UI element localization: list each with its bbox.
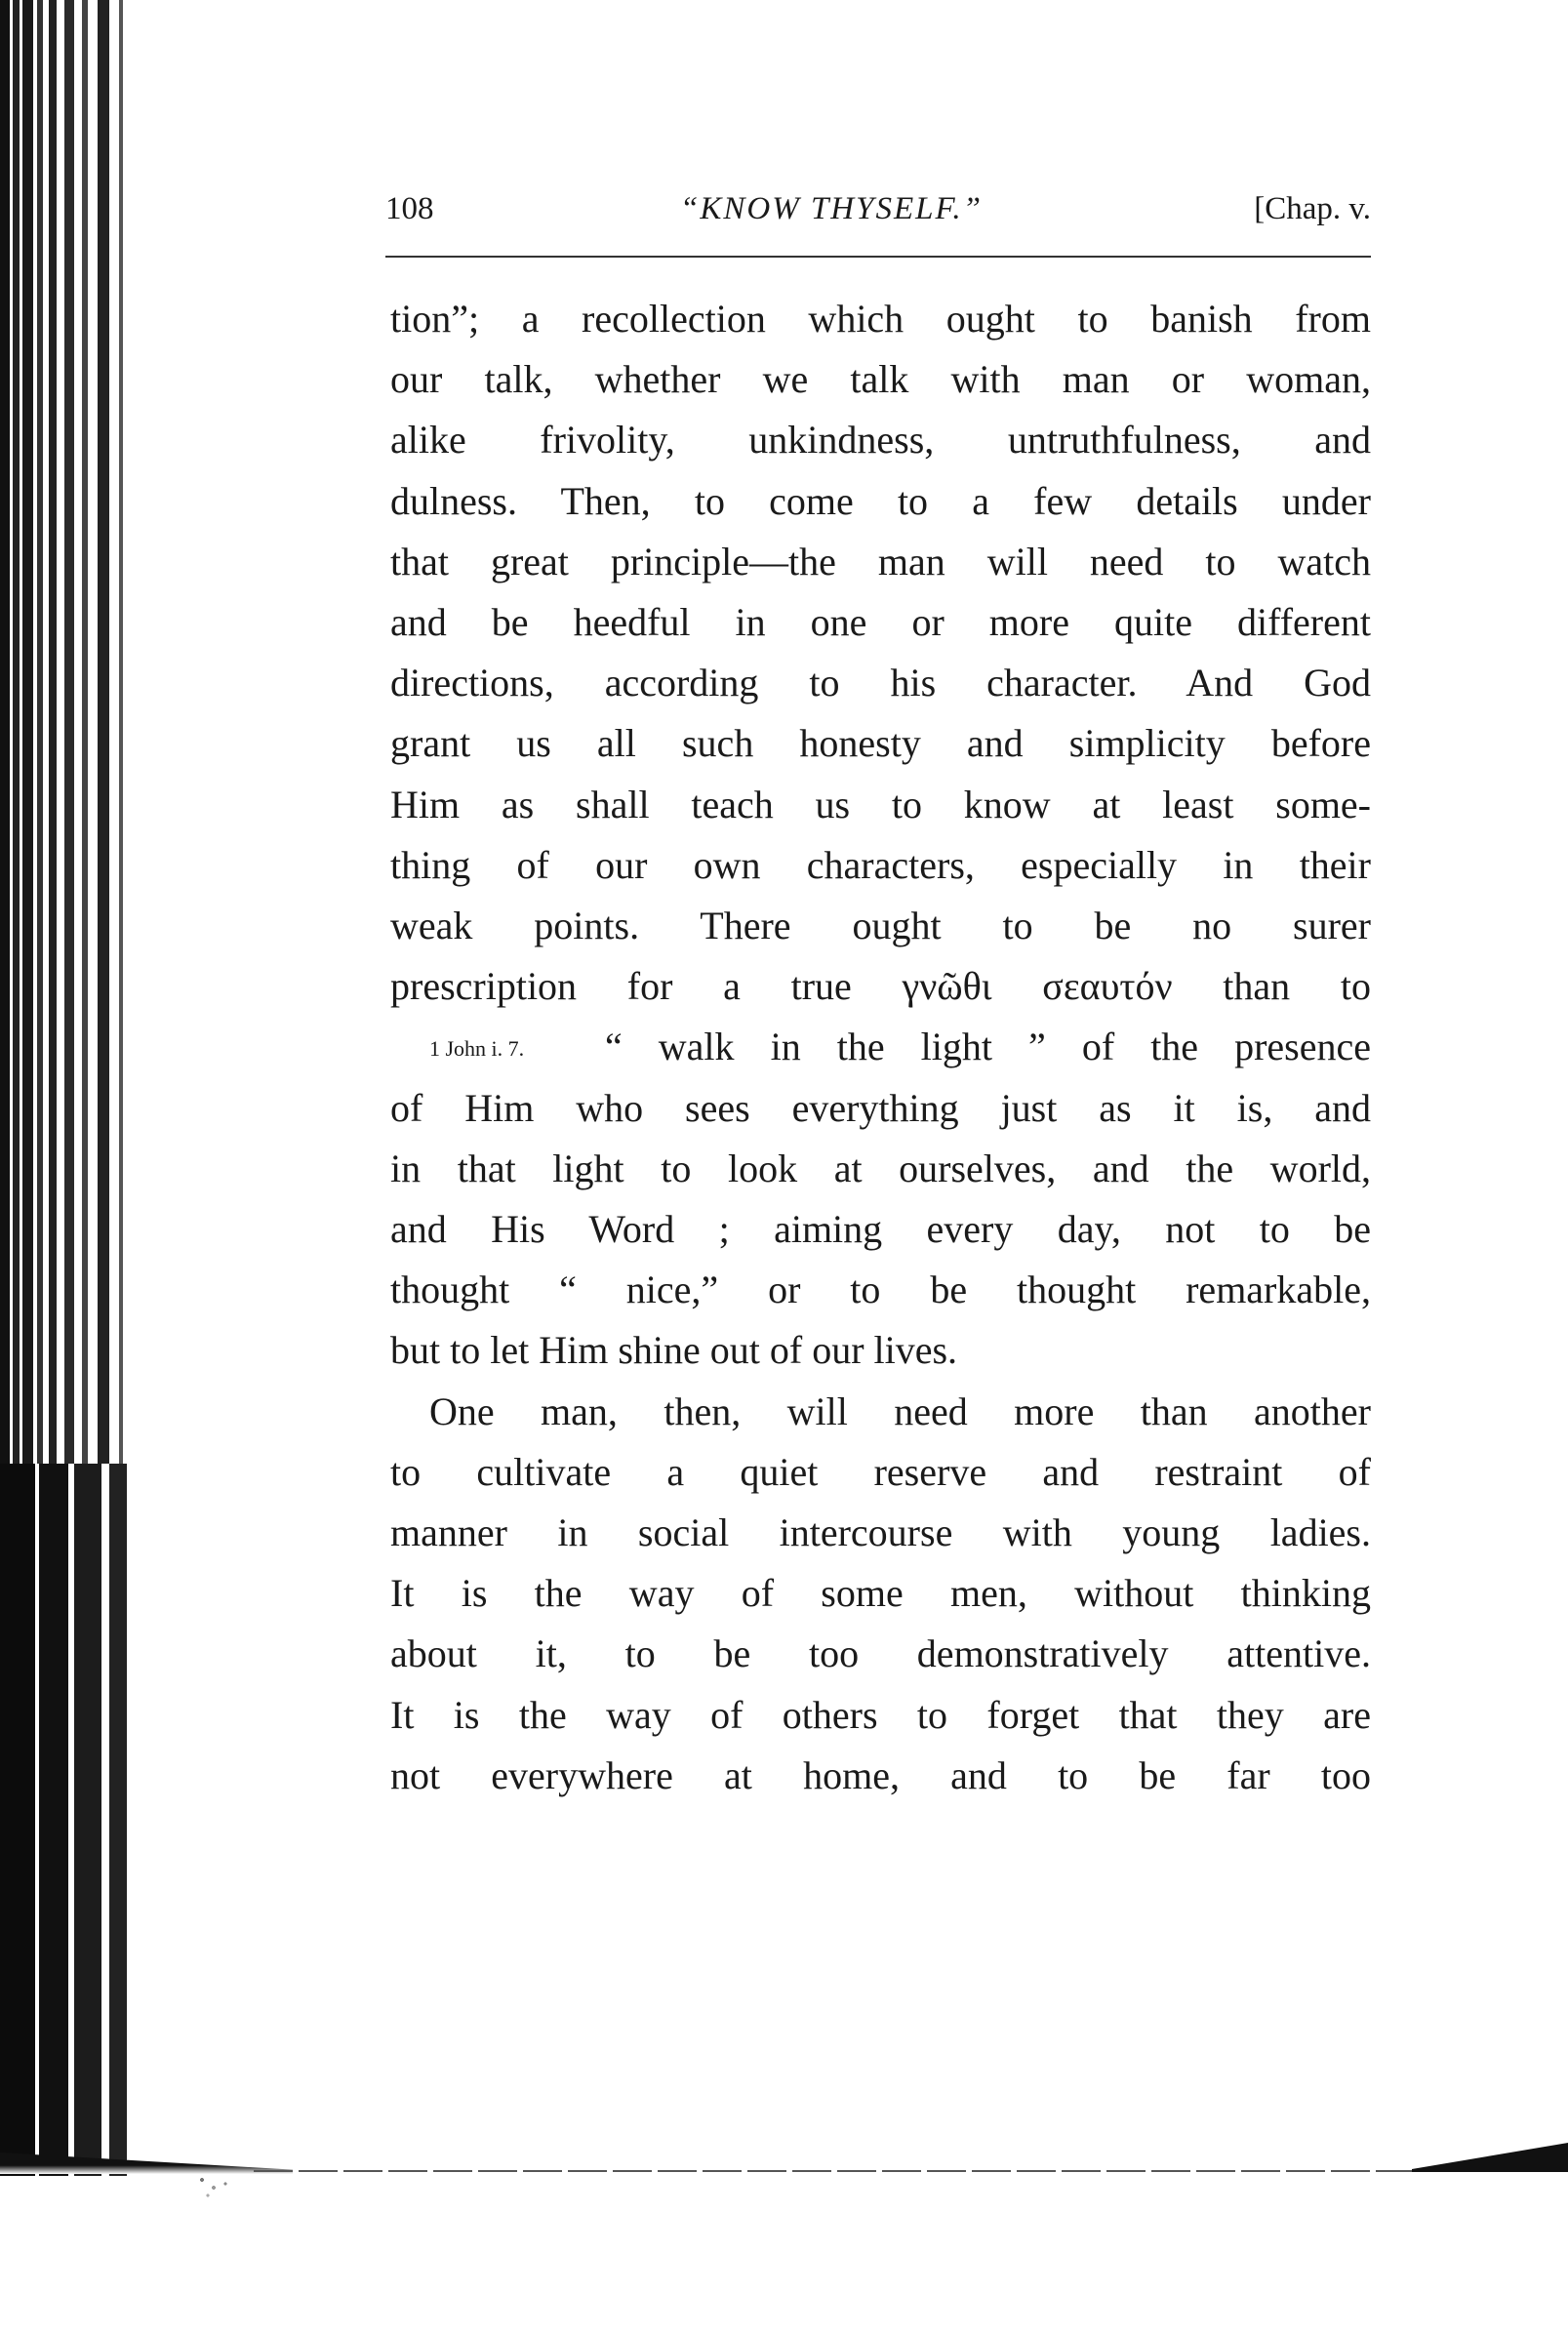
text-line: manner in social intercourse with young ladies. (390, 1510, 1371, 1555)
text-line: thing of our own characters, especially in their (390, 842, 1371, 887)
text-line: “ walk in the light ” of the presence (605, 1025, 1371, 1069)
bottom-edge-line (254, 2170, 1522, 2172)
text-line: and be heedful in one or more quite different (390, 600, 1371, 645)
page-number: 108 (385, 191, 434, 226)
scan-specks (190, 2168, 249, 2207)
running-title: “KNOW THYSELF.” (680, 191, 984, 226)
text-line: thought “ nice,” or to be thought remarkable, (390, 1268, 1371, 1312)
text-line: our talk, whether we talk with man or woman, (390, 357, 1371, 402)
book-gutter-lower (0, 1464, 137, 2176)
chapter-reference: [Chap. v. (1254, 191, 1371, 226)
text-line: One man, then, will need more than another (429, 1388, 1371, 1433)
bottom-edge-right-shadow (1412, 2143, 1568, 2172)
text-line: It is the way of some men, without thinking (390, 1571, 1371, 1616)
header-rule (385, 256, 1371, 258)
margin-note: 1 John i. 7. (429, 1036, 525, 1061)
text-line: prescription for a true γνῶθι σεαυτόν than to (390, 964, 1371, 1009)
bottom-edge-left-shadow (0, 2153, 293, 2174)
text-line: dulness. Then, to come to a few details under (390, 478, 1371, 523)
text-line: It is the way of others to forget that they are (390, 1692, 1371, 1737)
text-line: grant us all such honesty and simplicity before (390, 721, 1371, 766)
text-line: alike frivolity, unkindness, untruthfulness, and (390, 418, 1371, 463)
text-line: Him as shall teach us to know at least some- (390, 782, 1371, 826)
text-line: but to let Him shine out of our lives. (390, 1328, 958, 1373)
text-line: weak points. There ought to be no surer (390, 904, 1371, 948)
text-line: about it, to be too demonstratively attentive. (390, 1631, 1371, 1676)
text-line: of Him who sees everything just as it is, and (390, 1085, 1371, 1130)
text-line: not everywhere at home, and to be far too (390, 1752, 1371, 1797)
text-line: to cultivate a quiet reserve and restraint of (390, 1449, 1371, 1494)
text-line: directions, according to his character. And God (390, 661, 1371, 705)
text-line: that great principle—the man will need to watch (390, 539, 1371, 584)
page-header (385, 191, 1371, 234)
text-line: in that light to look at ourselves, and the world, (390, 1146, 1371, 1190)
text-line: and His Word ; aiming every day, not to be (390, 1207, 1371, 1252)
body-text (390, 289, 1371, 1806)
text-line: tion”; a recollection which ought to banish from (390, 297, 1371, 341)
